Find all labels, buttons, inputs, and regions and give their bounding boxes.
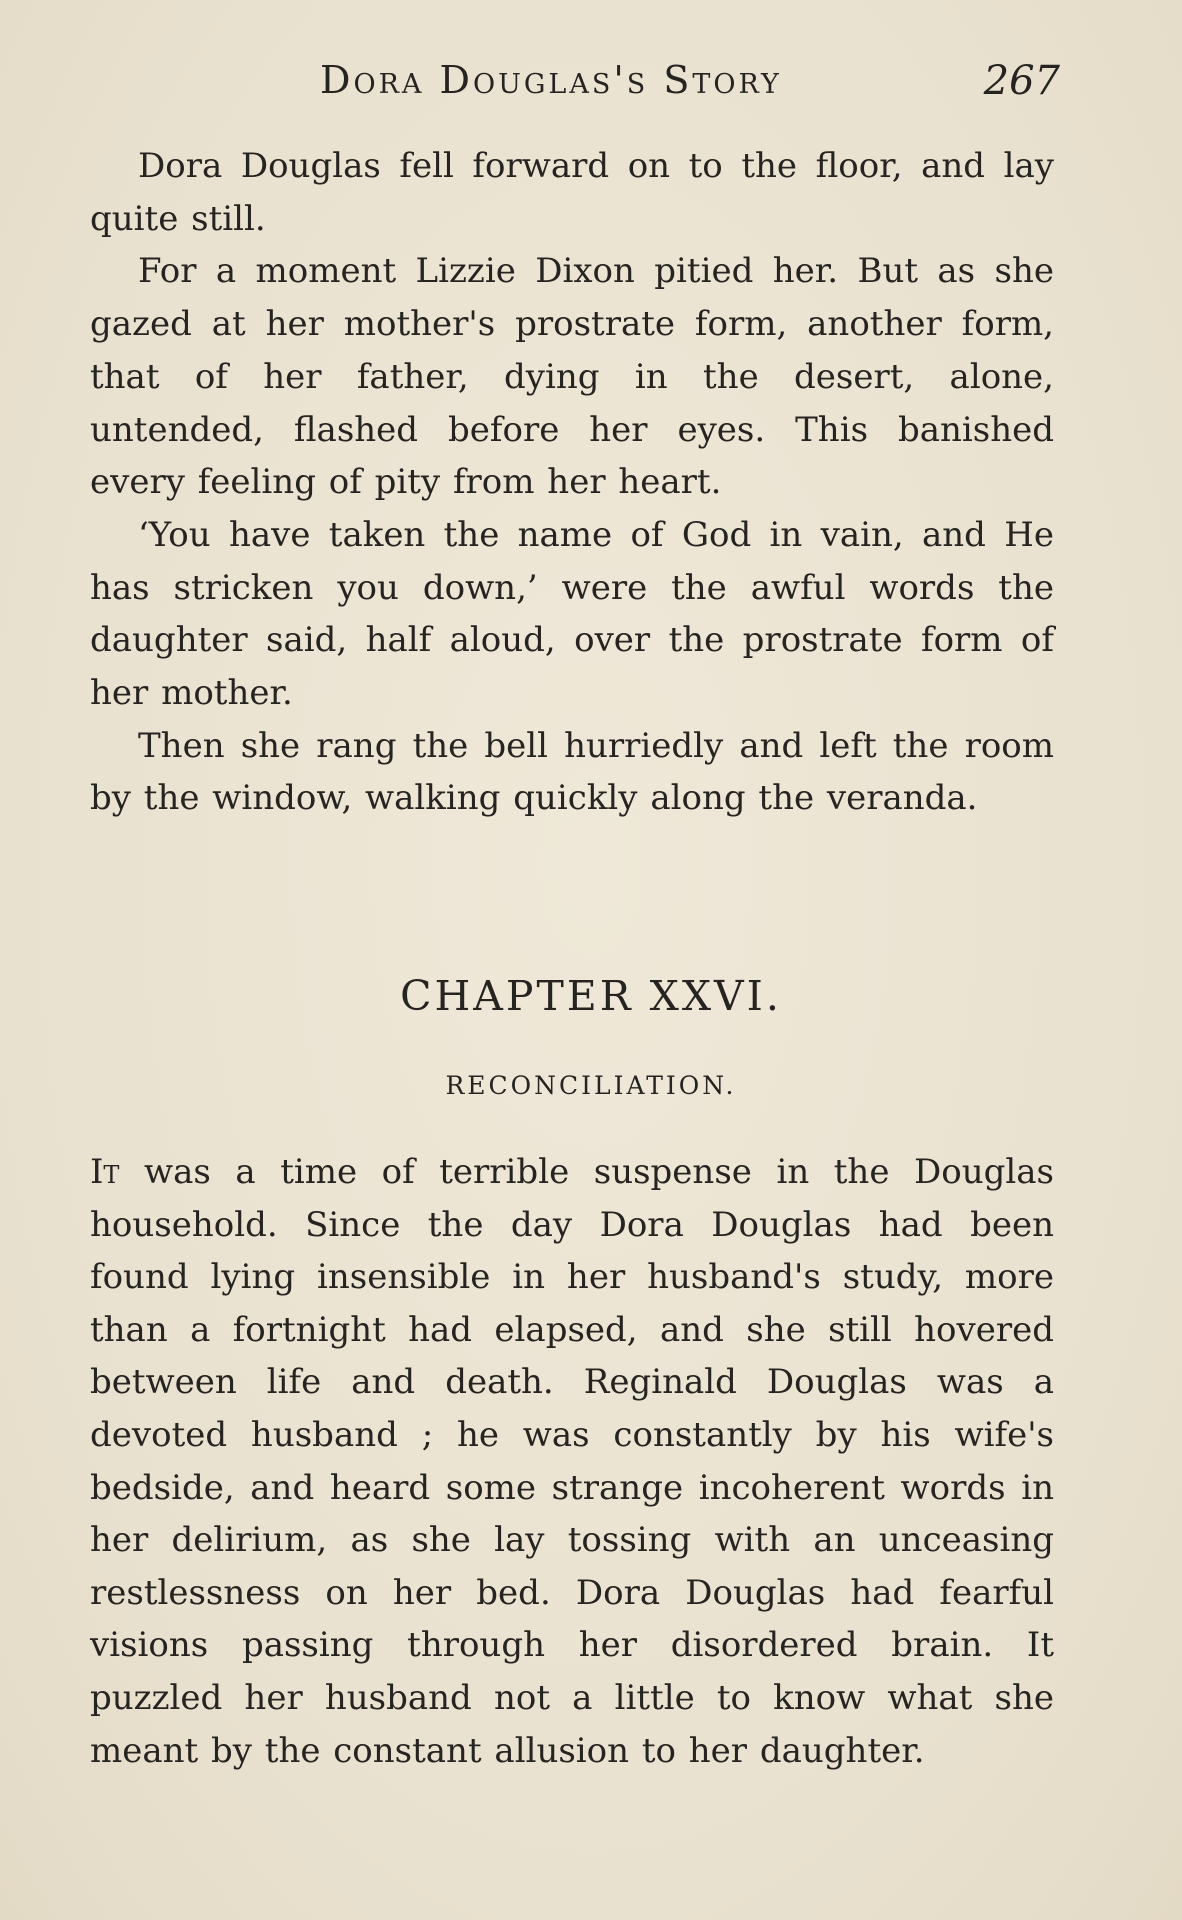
page-number: 267 [983,58,1060,104]
chapter-title: CHAPTER XXVI. [400,972,782,1020]
paragraph: Dora Douglas fell forward on to the floor, and lay quite still. [90,146,1054,239]
running-title: Dora Douglas's Story [320,58,782,102]
paragraph: For a moment Lizzie Dixon pitied her. But as she gazed at her mother's prostrate form, another form, that of her father, dying in the desert, alone, untended, flashed before her eyes. This banished every feeling of pity from her heart. [90,251,1054,503]
chapter-text [90,1146,1054,1777]
opening-paragraph-body: was a time of terrible suspense in the Douglas household. Since the day Dora Douglas had been found lying insensible in her husband's study, more than a fortnight had elapsed, and she still hovered between life and death. Reginald Douglas was a devoted husband ; he was constantly by his wife's bedside, and heard some strange incoherent words in her delirium, as she lay tossing with an unceasing restlessness on her bed. Dora Douglas had fearful visions passing through her disordered brain. It puzzled her husband not a little to know what she meant by the constant allusion to her daughter. [90,1152,1054,1771]
paragraph: ‘You have taken the name of God in vain, and He has stricken you down,’ were the awful words the daughter said, half aloud, over the prostrate form of her mother. [90,514,1054,714]
paragraph: Then she rang the bell hurriedly and left the room by the window, walking quickly along the veranda. [90,725,1054,819]
chapter-opening-paragraph [90,1146,1054,1777]
running-head [0,58,1182,108]
text-before-chapter [90,140,1054,825]
chapter-subtitle: RECONCILIATION. [445,1071,737,1100]
opening-word: It [90,1152,120,1192]
